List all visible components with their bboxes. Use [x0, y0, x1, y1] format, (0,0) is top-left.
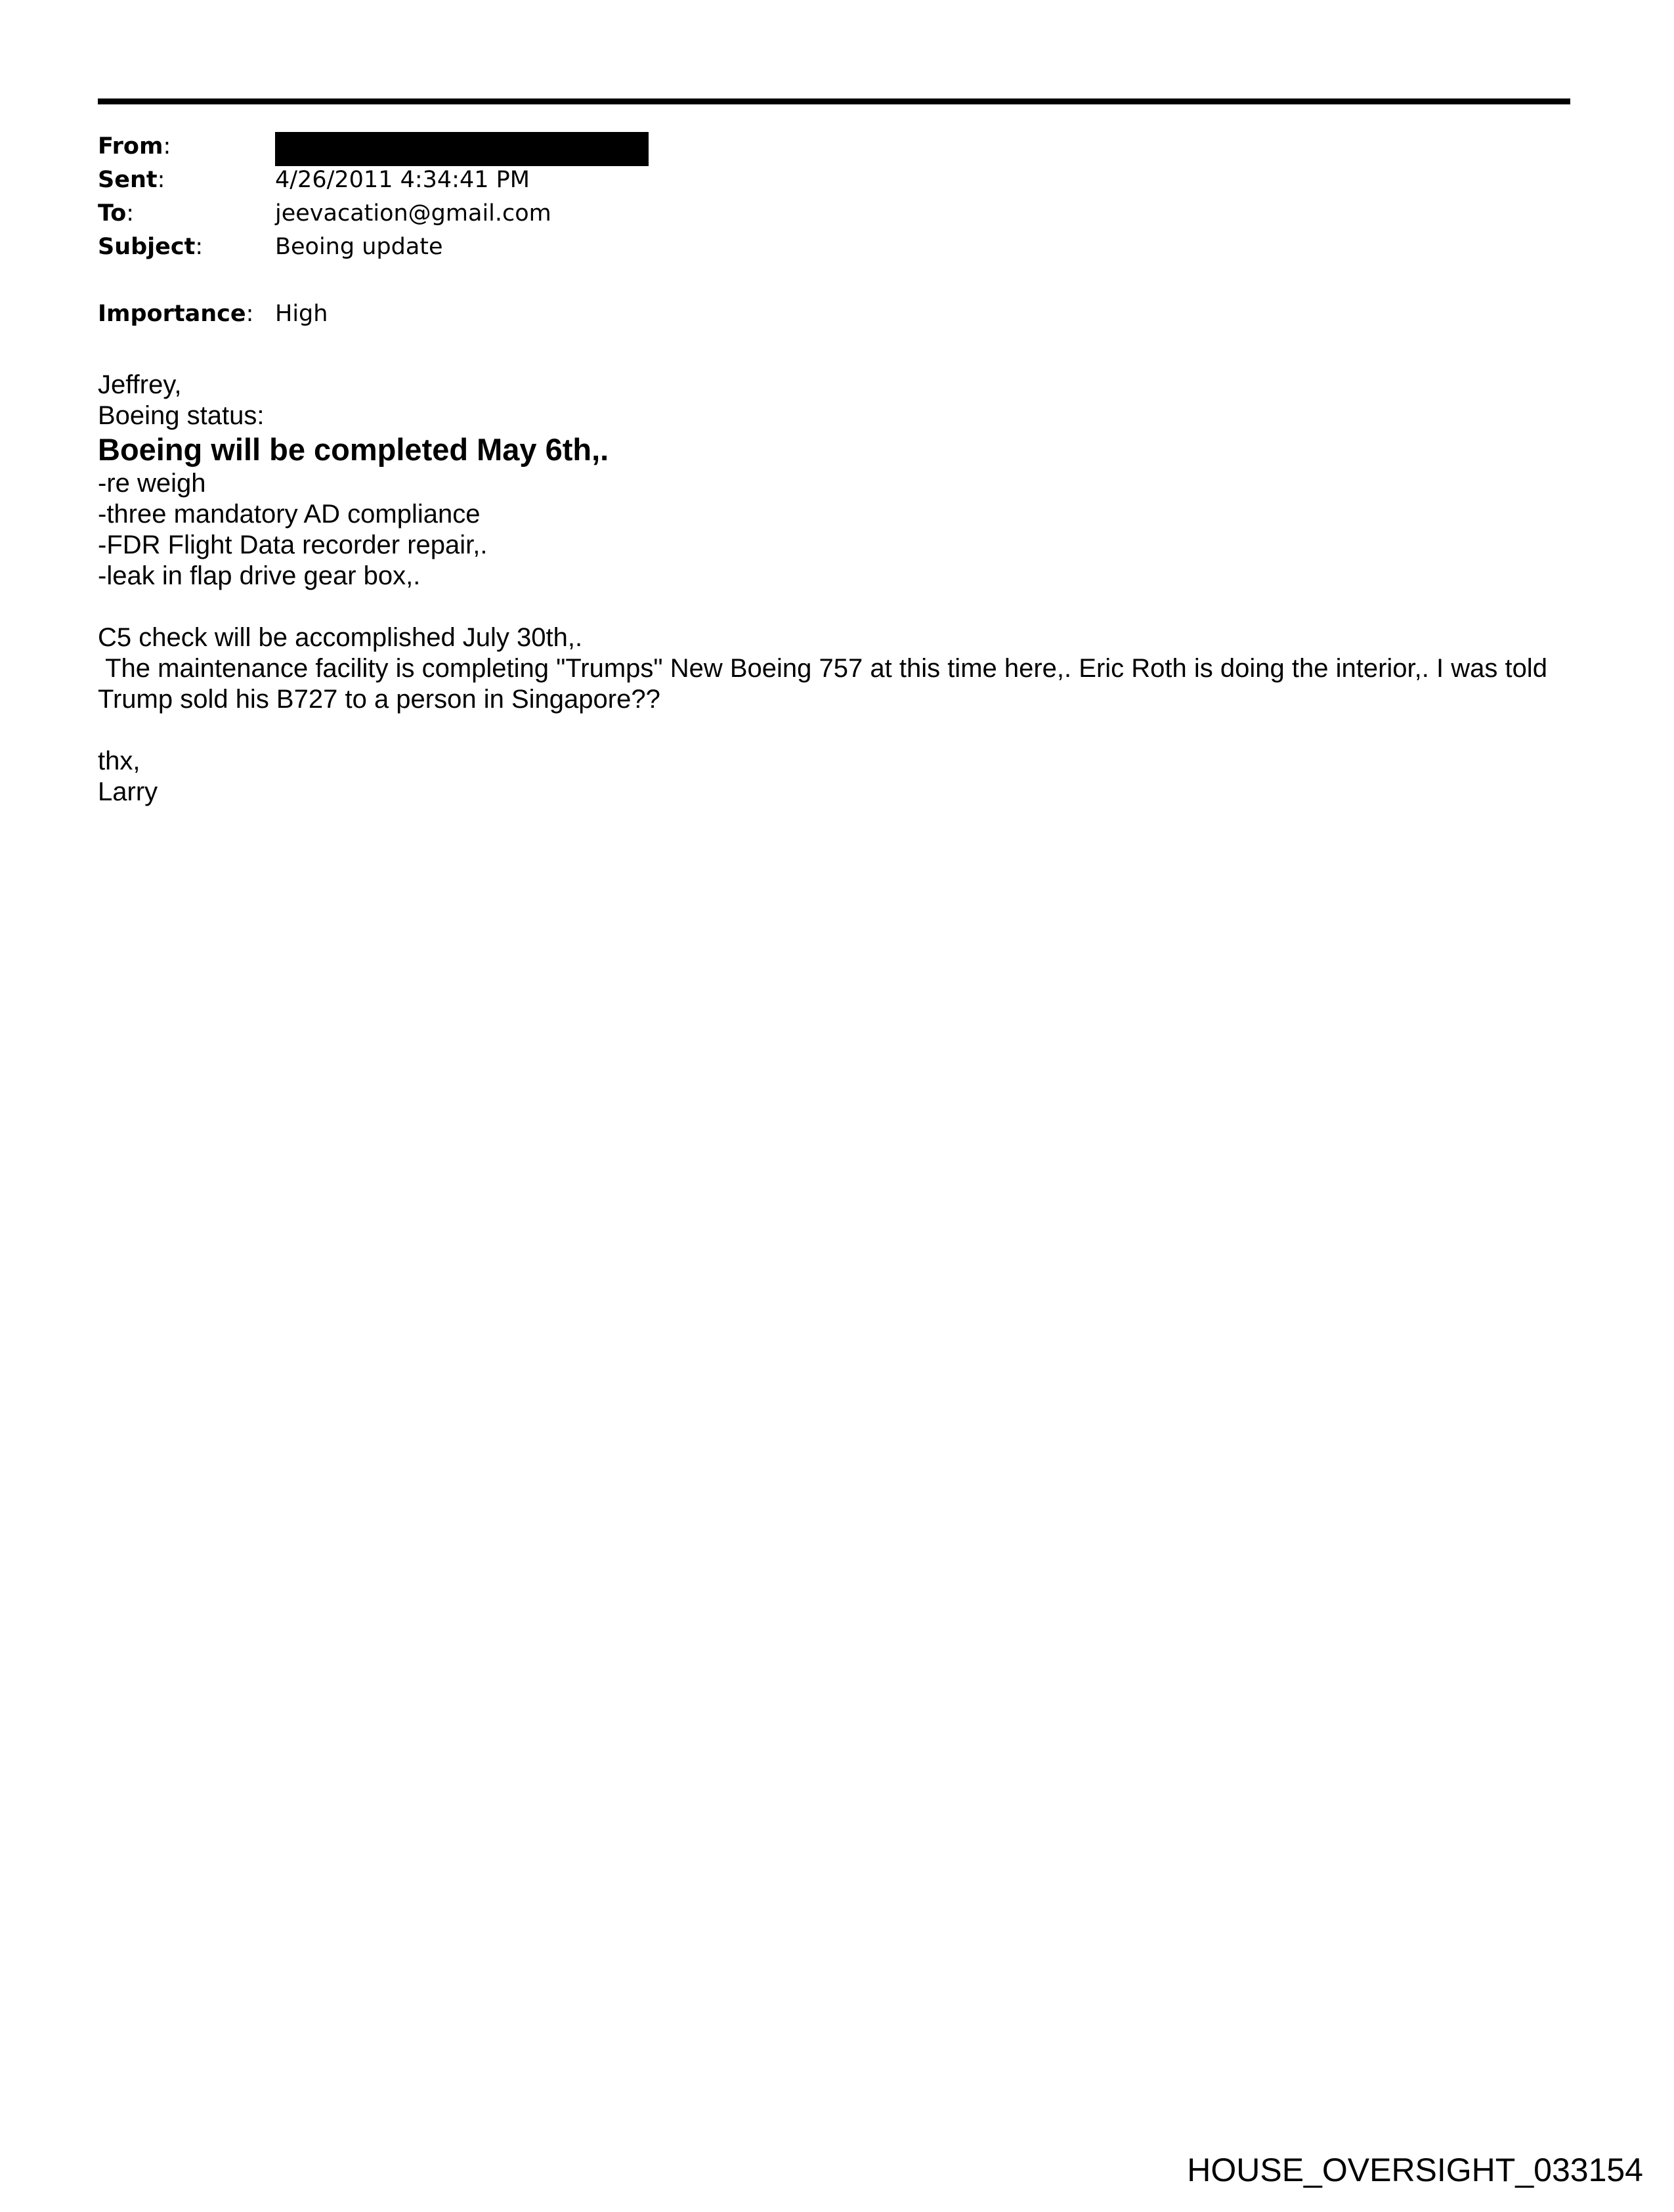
redaction-block: [275, 132, 649, 166]
to-value: jeevacation@gmail.com: [275, 200, 551, 227]
list-item: -leak in flap drive gear box,.: [98, 561, 421, 590]
c5-check-line: C5 check will be accomplished July 30th,.: [98, 623, 583, 652]
header-divider-rule: [98, 98, 1570, 104]
completion-headline: Boeing will be completed May 6th,.: [98, 432, 609, 467]
subject-value: Beoing update: [275, 234, 443, 260]
paragraph-gap: [98, 715, 1581, 746]
list-item: -re weigh: [98, 469, 206, 498]
importance-label: Importance: [98, 301, 246, 327]
bates-number: HOUSE_OVERSIGHT_033154: [1187, 2152, 1643, 2188]
sent-colon: :: [157, 167, 165, 193]
importance-colon: :: [246, 301, 254, 327]
to-colon: :: [126, 200, 135, 227]
signoff: thx,: [98, 747, 140, 775]
status-label: Boeing status:: [98, 401, 265, 430]
sent-value: 4/26/2011 4:34:41 PM: [275, 167, 530, 193]
list-item: -FDR Flight Data recorder repair,.: [98, 531, 488, 559]
email-body: [98, 370, 1581, 808]
list-item: -three mandatory AD compliance: [98, 500, 481, 529]
from-colon: :: [163, 133, 171, 160]
to-label: To: [98, 200, 127, 227]
greeting: Jeffrey,: [98, 370, 182, 399]
importance-value: High: [275, 301, 328, 327]
sent-label: Sent: [98, 167, 158, 193]
subject-label: Subject: [98, 234, 196, 260]
paragraph-gap: [98, 592, 1581, 622]
from-label: From: [98, 133, 163, 160]
subject-colon: :: [195, 234, 204, 260]
maintenance-paragraph: The maintenance facility is completing "Trumps" New Boeing 757 at this time here,. Eric Roth is doing the interior,. I was told Trump sold his B727 to a person in Singapore??: [98, 654, 1555, 714]
signature: Larry: [98, 777, 158, 806]
